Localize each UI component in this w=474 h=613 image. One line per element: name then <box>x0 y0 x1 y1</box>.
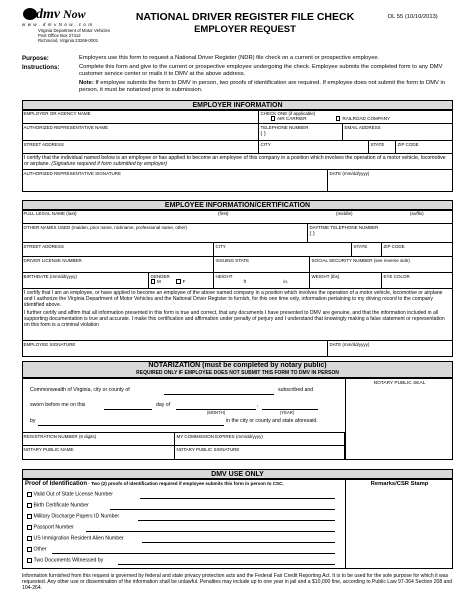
proof-item-label: US Immigration Resident Alien Number <box>33 535 124 542</box>
employer-phone-label: TELEPHONE NUMBER <box>260 124 309 130</box>
proof-item[interactable] <box>27 525 74 532</box>
form-title: NATIONAL DRIVER REGISTER FILE CHECK <box>135 11 355 23</box>
city-county-text: in the city or county and state aforesaid. <box>226 418 318 424</box>
birthdate-label: BIRTHDATE (mm/dd/yyyy) <box>23 273 77 279</box>
employer-zip-field[interactable] <box>396 141 453 154</box>
air-carrier-label: AIR CARRIER <box>277 115 307 121</box>
remarks-label: Remarks/CSR Stamp <box>370 481 429 487</box>
birthdate-field[interactable] <box>22 273 149 289</box>
air-carrier-checkbox[interactable] <box>271 116 276 121</box>
notary-signature-label: NOTARY PUBLIC SIGNATURE <box>176 446 240 452</box>
notary-seal-box <box>345 378 453 460</box>
proof-item-label: Other <box>33 546 47 553</box>
footer-disclaimer: Information furnished from this request is governed by federal and state privacy protection acts and the Federal Fair Credit Reporting Act. It is to be used for the sole purpose for which it was requested. Any other use or dissemination of the information shall be unlawful. Penalties may include up to one year in jail and a $10,000 fine, according to Public Law 97-364 Section 208 and 104-264. <box>22 573 453 592</box>
form-subtitle: EMPLOYER REQUEST <box>194 24 296 35</box>
proof-checkbox[interactable] <box>27 514 32 519</box>
gender-m-option[interactable] <box>151 279 161 284</box>
proof-note: - Two (2) proofs of identification required if employee submits this form in person to CSC. <box>87 481 284 486</box>
employer-name-label: EMPLOYER OR AGENCY NAME <box>23 110 91 116</box>
gender-m-checkbox[interactable] <box>151 279 156 284</box>
proof-item[interactable] <box>27 514 119 521</box>
gender-m-label: M <box>157 278 161 284</box>
proof-checkbox[interactable] <box>27 525 32 530</box>
instructions-label: Instructions: <box>22 64 60 71</box>
proof-item[interactable] <box>27 503 89 510</box>
gender-f-checkbox[interactable] <box>176 279 181 284</box>
commission-expires-field[interactable] <box>175 432 345 446</box>
auth-rep-name-label: AUTHORIZED REPRESENTATIVE NAME <box>23 124 109 130</box>
height-in-label: in. <box>283 278 289 284</box>
ssn-label: SOCIAL SECURITY NUMBER (see reverse side) <box>311 257 410 263</box>
employee-street-field[interactable] <box>22 243 214 257</box>
dmv-web-address: w w w . d m v N o w . c o m <box>22 22 93 27</box>
ssn-field[interactable] <box>310 257 453 273</box>
proof-item[interactable] <box>27 492 113 499</box>
employee-street-label: STREET ADDRESS <box>23 243 64 249</box>
notary-section-title: NOTARIZATION (must be completed by notary public) <box>148 362 327 369</box>
employer-state-label: STATE <box>370 141 385 147</box>
employee-certify-text-1: I certify that I am an employee, or have applied to become an employee of the above named company in a position which involves the operation of a motor vehicle, locomotive or airplane and I authorize the Virginia Department of Motor Vehicles and the National Driver Register to furnish, for this one time only, information pertaining to my driving record to the company identified above. <box>24 290 443 308</box>
svg-text:Now: Now <box>63 7 86 21</box>
day-input[interactable] <box>104 409 152 410</box>
agency-address <box>38 28 110 43</box>
purpose-label: Purpose: <box>22 55 49 62</box>
proof-checkbox[interactable] <box>27 547 32 552</box>
employer-state-field[interactable] <box>369 141 396 154</box>
railroad-label: RAILROAD COMPANY <box>342 115 391 121</box>
note-label: Note: <box>79 80 94 86</box>
other-names-field[interactable] <box>22 224 308 243</box>
employer-phone-field[interactable] <box>259 124 343 141</box>
dmv-logo <box>22 5 92 22</box>
notary-name-field[interactable] <box>22 446 175 460</box>
svg-text:dmv: dmv <box>36 7 61 22</box>
license-number-label: DRIVER LICENSE NUMBER <box>23 257 82 263</box>
form-id: DL 55 (10/10/2013) <box>388 14 438 20</box>
height-ft-label: ft <box>243 278 247 284</box>
auth-rep-signature-label: AUTHORIZED REPRESENTATIVE SIGNATURE <box>23 170 122 176</box>
registration-number-label: REGISTRATION NUMBER (8 digits) <box>23 433 97 439</box>
railroad-checkbox[interactable] <box>336 116 341 121</box>
proof-item-label: Valid Out of State License Number <box>33 491 113 498</box>
employee-certify-block <box>22 289 453 341</box>
employer-zip-label: ZIP CODE <box>397 141 419 147</box>
employer-section-title: EMPLOYER INFORMATION <box>22 100 453 110</box>
issuing-state-field[interactable] <box>214 257 310 273</box>
employer-date-field[interactable] <box>328 170 453 192</box>
proof-item[interactable] <box>27 558 103 565</box>
employee-section-title: EMPLOYEE INFORMATION/CERTIFICATION <box>22 200 453 210</box>
employee-city-field[interactable] <box>214 243 352 257</box>
dmv-use-section-title: DMV USE ONLY <box>22 469 453 479</box>
proof-checkbox[interactable] <box>27 536 32 541</box>
proof-item[interactable] <box>27 536 124 543</box>
gender-f-label: F <box>182 278 186 284</box>
by-text: by <box>30 418 36 424</box>
commission-expires-label: MY COMMISSION EXPIRES (mm/dd/yyyy) <box>176 433 263 439</box>
employer-city-label: CITY <box>260 141 271 147</box>
employee-phone-field[interactable] <box>308 224 453 243</box>
employer-certify-text: I certify that the individual named below is an employee or has applied to become an employee of this company in a position which involves the operation of a motor vehicle, locomotive or airplane. <box>24 155 446 168</box>
proof-item-input[interactable] <box>52 553 335 554</box>
proof-checkbox[interactable] <box>27 558 32 563</box>
employee-date-field[interactable] <box>328 341 453 357</box>
employee-city-label: CITY <box>215 243 226 249</box>
purpose-text: Employers use this form to request a National Driver Register (NDR) file check on a current or prospective employee. <box>79 55 380 61</box>
eye-color-label: EYE COLOR <box>383 273 410 279</box>
license-number-field[interactable] <box>22 257 214 273</box>
proof-item-label: Two Documents Witnessed by <box>33 557 104 564</box>
employee-zip-field[interactable] <box>382 243 453 257</box>
employer-name-field[interactable] <box>22 110 259 124</box>
employer-date-label: DATE (mm/dd/yyyy) <box>329 170 370 176</box>
city-county-input[interactable] <box>164 394 274 395</box>
railroad-option[interactable] <box>336 116 390 121</box>
gender-field <box>149 273 214 289</box>
sworn-text: sworn before me on this <box>30 402 86 408</box>
registration-number-field[interactable] <box>22 432 175 446</box>
other-names-label: OTHER NAMES USED (maiden, prior name, nickname, professional name, other) <box>23 224 188 230</box>
subscribed-text: subscribed and <box>278 387 314 393</box>
height-label: HEIGHT <box>215 273 233 279</box>
remarks-box <box>345 479 453 569</box>
employer-email-field[interactable] <box>343 124 453 141</box>
dmv-logo-icon <box>22 5 92 22</box>
middle-name-label: (middle) <box>336 210 353 216</box>
commonwealth-line <box>30 388 130 394</box>
auth-rep-name-field[interactable] <box>22 124 259 141</box>
suffix-label: (suffix) <box>410 210 424 216</box>
employer-certify-block <box>22 154 453 170</box>
employee-signature-field[interactable] <box>22 341 328 357</box>
agency-line: Richmond, Virginia 23269-0001 <box>38 38 99 43</box>
agency-line: Post Office Box 27412 <box>38 33 81 38</box>
by-name-input[interactable] <box>38 425 224 426</box>
day-of-text: day of <box>156 402 171 408</box>
issuing-state-label: ISSUING STATE <box>215 257 250 263</box>
employee-state-field[interactable] <box>352 243 382 257</box>
proof-checkbox[interactable] <box>27 492 32 497</box>
year-label: (YEAR) <box>280 410 295 415</box>
notary-signature-field[interactable] <box>175 446 345 460</box>
instructions-text: Complete this form and give to the current or prospective employee undergoing the check. Employee submits the completed form to any DMV customer service center or mails it to DMV at the above address. <box>79 64 443 77</box>
employee-zip-label: ZIP CODE <box>383 243 405 249</box>
notary-name-label: NOTARY PUBLIC NAME <box>23 446 74 452</box>
month-label: (MONTH) <box>207 410 226 415</box>
note-block <box>79 80 451 94</box>
proof-item-label: Passport Number <box>33 524 74 531</box>
full-name-field[interactable] <box>22 210 453 224</box>
weight-field[interactable] <box>310 273 382 289</box>
proof-item-label: Military Discharge Papers ID Number <box>33 513 120 520</box>
proof-header <box>25 481 284 488</box>
proof-item-input[interactable] <box>86 531 335 532</box>
height-field[interactable] <box>214 273 310 289</box>
employee-signature-label: EMPLOYEE SIGNATURE <box>23 341 76 347</box>
employer-email-label: EMAIL ADDRESS <box>344 124 381 130</box>
proof-label: Proof of Identification <box>25 481 87 487</box>
gender-label: GENDER <box>150 273 170 279</box>
employee-certify-text-2: I further certify and affirm that all information presented in this form is true and correct, that any documents I have presented to DMV are genuine, and that the information included in all supporting documentation is true and accurate. I make this certification and affirmation under penalty of perjury and I understand that knowingly making a false statement or representation on this form is a criminal violation <box>24 310 445 328</box>
air-carrier-option[interactable] <box>271 116 307 121</box>
check-one-label: CHECK ONE (if applicable) <box>260 110 316 116</box>
proof-item-input[interactable] <box>110 509 335 510</box>
notary-header <box>22 361 453 378</box>
proof-item[interactable] <box>27 547 46 554</box>
daytime-phone-label: DAYTIME TELEPHONE NUMBER <box>309 224 379 230</box>
auth-rep-signature-field[interactable] <box>22 170 328 192</box>
employer-street-label: STREET ADDRESS <box>23 141 64 147</box>
agency-line: Virginia Department of Motor Vehicles <box>38 28 111 33</box>
proof-checkbox[interactable] <box>27 503 32 508</box>
commonwealth-text: Commonwealth of Virginia, city or county of <box>30 387 130 393</box>
employer-certify-italic: (Signature required if form submitted by employer) <box>51 161 168 168</box>
notary-sub-title: REQUIRED ONLY IF EMPLOYEE DOES NOT SUBMIT THIS FORM TO DMV IN PERSON <box>136 370 339 376</box>
notary-seal-label: NOTARY PUBLIC SEAL <box>373 381 426 386</box>
employer-street-field[interactable] <box>22 141 259 154</box>
employee-phone-parens: ( ) <box>309 230 315 237</box>
carrier-type-field <box>259 110 453 124</box>
proof-item-input[interactable] <box>140 498 335 499</box>
proof-item-label: Birth Certificate Number <box>33 502 89 509</box>
employee-date-label: DATE (mm/dd/yyyy) <box>329 341 370 347</box>
phone-parens: ( ) <box>260 130 266 137</box>
proof-item-input[interactable] <box>118 564 335 565</box>
employee-state-label: STATE <box>353 243 368 249</box>
weight-label: WEIGHT (lbs) <box>311 273 340 279</box>
comma: , <box>257 402 259 408</box>
proof-item-input[interactable] <box>138 520 335 521</box>
eye-color-field[interactable] <box>382 273 453 289</box>
gender-f-option[interactable] <box>176 279 185 284</box>
last-name-label: FULL LEGAL NAME (last) <box>23 210 77 216</box>
note-text: If employee submits the form to DMV in person, two proofs of identification are required. If employee does not submit the form to DMV in person, it must be notarized prior to submission. <box>79 80 446 93</box>
proof-item-input[interactable] <box>142 542 335 543</box>
employer-city-field[interactable] <box>259 141 369 154</box>
first-name-label: (first) <box>218 210 229 216</box>
